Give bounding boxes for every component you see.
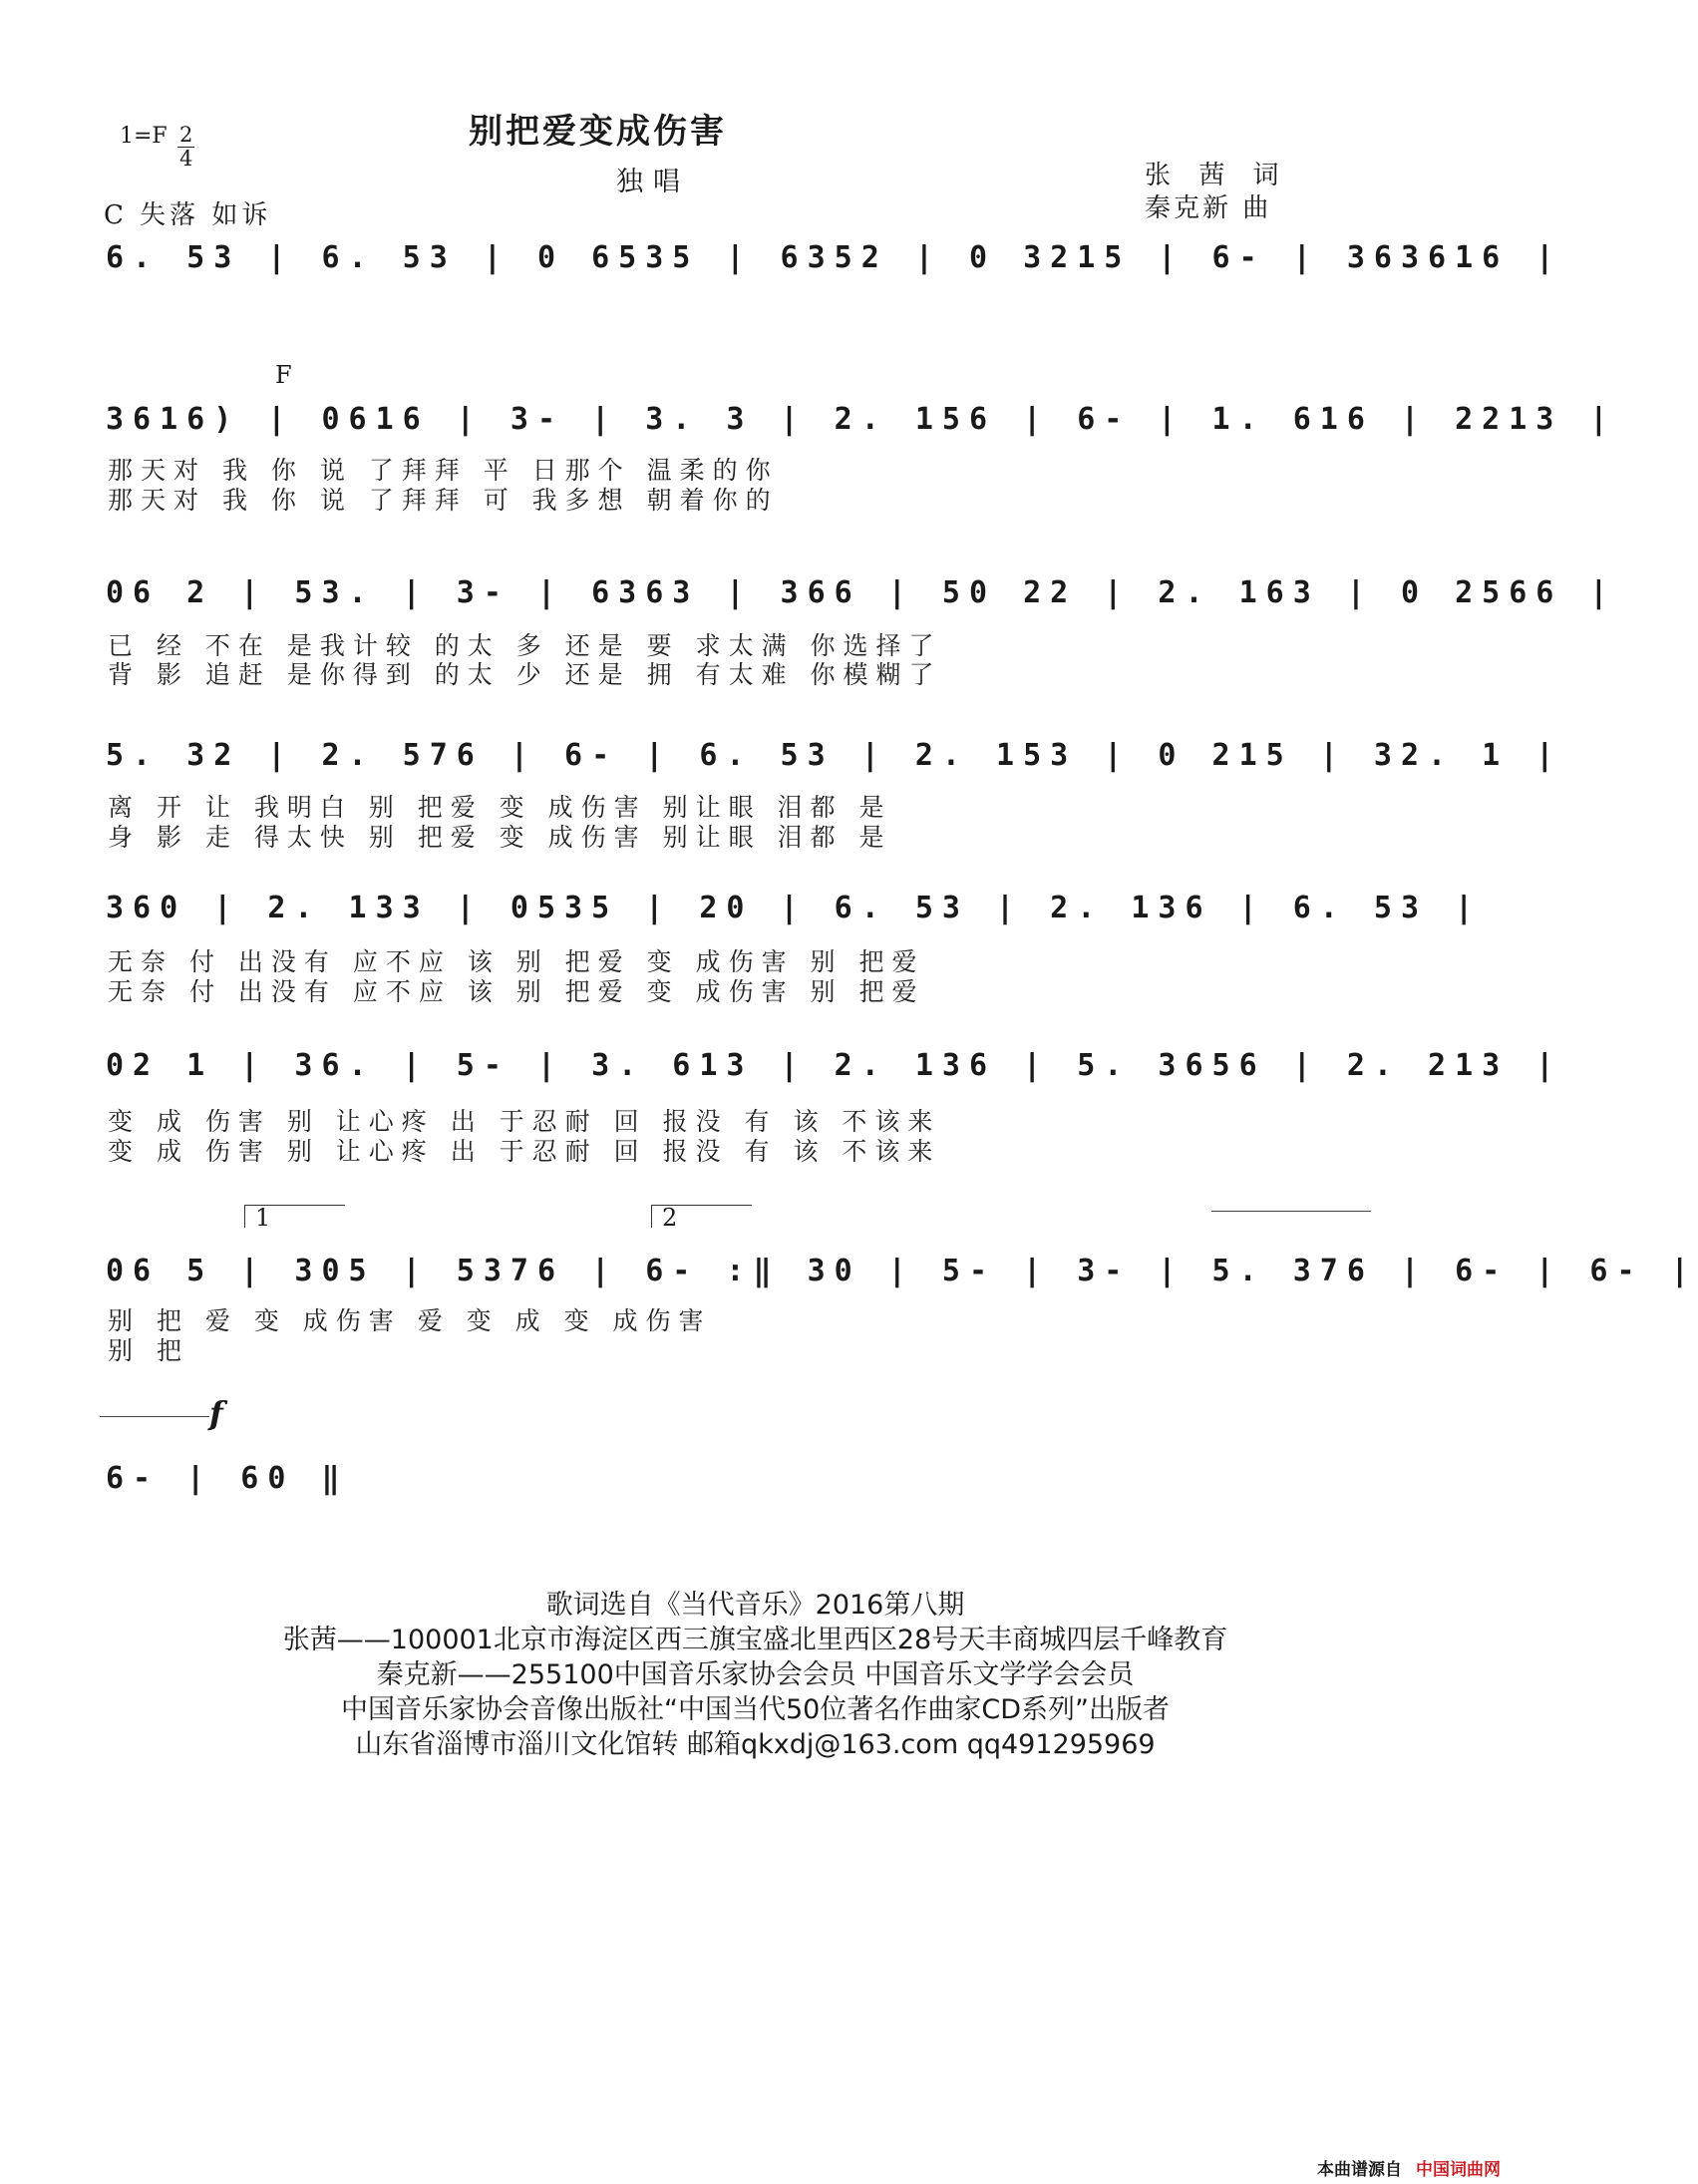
score-line-5: 360 | 2. 133 | 0535 | 20 | 6. 53 | 2. 136 | 6. 53 | bbox=[106, 891, 1483, 925]
score-line-7: 06 5 | 305 | 5376 | 6- :‖ 30 | 5- | 3- | 5. 376 | 6- | 6- | bbox=[106, 1254, 1698, 1288]
score-line-2: 3616) | 0616 | 3- | 3. 3 | 2. 156 | 6- | 1. 616 | 2213 | bbox=[106, 402, 1617, 437]
footer-contact: 山东省淄博市淄川文化馆转 邮箱qkxdj@163.com qq491295969 bbox=[355, 1729, 1156, 1760]
lyric-line-1a: 那天对 我 你 说 了拜拜 平 日那个 温柔的你 bbox=[108, 456, 779, 485]
second-ending-number: 2 bbox=[662, 1204, 678, 1232]
song-title: 别把爱变成伤害 bbox=[469, 112, 727, 152]
lyric-line-4a: 无奈 付 出没有 应不应 该 别 把爱 变 成伤害 别 把爱 bbox=[108, 947, 925, 976]
first-ending-bracket bbox=[244, 1204, 345, 1232]
score-line-1: 6. 53 | 6. 53 | 0 6535 | 6352 | 0 3215 | 6- | 363616 | bbox=[106, 240, 1563, 275]
performance-type: 独唱 bbox=[616, 167, 690, 197]
lyric-line-2b: 背 影 追赶 是你得到 的太 少 还是 拥 有太难 你模糊了 bbox=[108, 660, 942, 689]
source-credit bbox=[1317, 2155, 1501, 2180]
crescendo-hairpin bbox=[1211, 1211, 1371, 1212]
lyric-line-5a: 变 成 伤害 别 让心疼 出 于忍耐 回 报没 有 该 不该来 bbox=[108, 1107, 941, 1136]
lyric-line-6b: 别 把 bbox=[108, 1336, 189, 1365]
lyric-line-6a: 别 把 爱 变 成伤害 爱 变 成 变 成伤害 bbox=[108, 1306, 712, 1335]
lyric-line-4b: 无奈 付 出没有 应不应 该 别 把爱 变 成伤害 别 把爱 bbox=[108, 977, 925, 1006]
first-ending-number: 1 bbox=[255, 1204, 271, 1232]
segment-mark: F bbox=[275, 361, 292, 389]
score-line-6: 02 1 | 36. | 5- | 3. 613 | 2. 136 | 5. 3656 | 2. 213 | bbox=[106, 1048, 1563, 1083]
time-signature-bottom: 4 bbox=[179, 147, 193, 171]
lyric-line-3a: 离 开 让 我明白 别 把爱 变 成伤害 别让眼 泪都 是 bbox=[108, 793, 892, 822]
tempo-marking: C 失落 如诉 bbox=[104, 200, 272, 230]
forte-dynamic: f bbox=[209, 1394, 223, 1432]
lyricist-credit: 张 茜 词 bbox=[1145, 161, 1289, 190]
time-signature bbox=[177, 124, 194, 171]
second-ending-bracket bbox=[651, 1204, 752, 1232]
footer-publisher: 中国音乐家协会音像出版社“中国当代50位著名作曲家CD系列”出版者 bbox=[341, 1694, 1170, 1725]
score-line-4: 5. 32 | 2. 576 | 6- | 6. 53 | 2. 153 | 0 215 | 32. 1 | bbox=[106, 738, 1563, 773]
lyric-line-2a: 已 经 不在 是我计较 的太 多 还是 要 求太满 你选择了 bbox=[108, 631, 942, 660]
source-prefix: 本曲谱源自 bbox=[1317, 2160, 1402, 2180]
footer-composer-membership: 秦克新——255100中国音乐家协会会员 中国音乐文学学会会员 bbox=[376, 1659, 1135, 1690]
source-site-link[interactable]: 中国词曲网 bbox=[1416, 2160, 1501, 2180]
footer-lyricist-address: 张茜——100001北京市海淀区西三旗宝盛北里西区28号天丰商城四层千峰教育 bbox=[282, 1625, 1228, 1655]
crescendo-hairpin-final bbox=[100, 1416, 209, 1417]
footer-source-line: 歌词选自《当代音乐》2016第八期 bbox=[545, 1590, 965, 1621]
score-line-3: 06 2 | 53. | 3- | 6363 | 366 | 50 22 | 2. 163 | 0 2566 | bbox=[106, 575, 1617, 610]
score-line-8: 6- | 60 ‖ bbox=[106, 1461, 349, 1496]
time-signature-top: 2 bbox=[179, 123, 193, 147]
key-signature: 1=F bbox=[120, 124, 168, 149]
lyric-line-1b: 那天对 我 你 说 了拜拜 可 我多想 朝着你的 bbox=[108, 486, 779, 515]
lyric-line-5b: 变 成 伤害 别 让心疼 出 于忍耐 回 报没 有 该 不该来 bbox=[108, 1137, 941, 1166]
composer-credit: 秦克新 曲 bbox=[1145, 193, 1272, 223]
lyric-line-3b: 身 影 走 得太快 别 把爱 变 成伤害 别让眼 泪都 是 bbox=[108, 823, 892, 852]
